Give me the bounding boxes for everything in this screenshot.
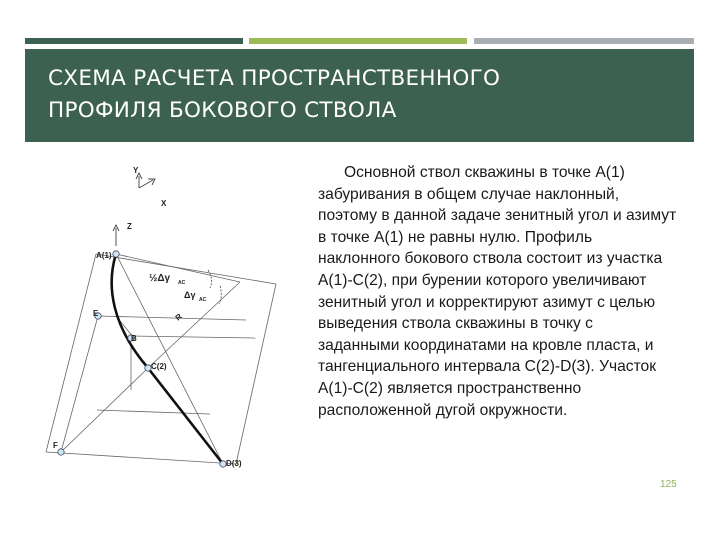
well-tangent-c-d bbox=[148, 368, 223, 464]
accent-bar-gray bbox=[474, 38, 694, 44]
label-point-a: A(1) bbox=[96, 251, 112, 260]
label-axis-x: X bbox=[161, 199, 167, 208]
line-b-horizontal bbox=[131, 336, 256, 338]
frame-line-top bbox=[96, 254, 276, 284]
label-delta-gamma: Δγ bbox=[184, 290, 196, 300]
label-point-b: B bbox=[131, 334, 137, 343]
frame-line-bottom bbox=[46, 452, 236, 464]
page-number: 125 bbox=[660, 479, 677, 490]
frame-line-right bbox=[236, 284, 276, 464]
label-point-d: D(3) bbox=[226, 459, 242, 468]
label-half-delta-gamma-sub: AC bbox=[178, 280, 186, 286]
line-a-radius bbox=[116, 254, 240, 282]
x-axis bbox=[139, 180, 153, 188]
label-point-f: F bbox=[53, 441, 58, 450]
title-band bbox=[25, 49, 694, 142]
body-text: Основной ствол скважины в точке А(1) забуривания в общем случае наклонный, поэтому в данной задаче зенитный угол и азимут в точке А(1) не равны нулю. Профиль наклонного бокового ствола состоит из участка А(1)-С(2), при бурении которого увеличивают зенитный угол и корректируют азимут с целью выведения ствола скважины в точку с заданными координатами на кровле пласта, и тангенциального интервала С(2)-D(3). Участок А(1)-С(2) является пространственно расположенной дугой окружности. bbox=[318, 164, 677, 419]
frame-line-left bbox=[46, 254, 96, 452]
label-delta-gamma-sub: AC bbox=[199, 297, 207, 303]
diagram-svg bbox=[40, 158, 305, 478]
label-half-delta-gamma: ½Δγ bbox=[149, 273, 171, 284]
point-f-marker bbox=[58, 449, 64, 455]
line-e-f bbox=[61, 316, 98, 452]
label-point-e: E bbox=[93, 309, 99, 318]
accent-bar-light-green bbox=[249, 38, 467, 44]
accent-bar-dark-green bbox=[25, 38, 243, 44]
line-a-d bbox=[116, 254, 223, 464]
well-arc-a-c bbox=[112, 254, 148, 368]
line-horizontal-lower bbox=[97, 410, 210, 414]
label-axis-y: Y bbox=[133, 166, 139, 175]
label-radius: R bbox=[173, 311, 184, 323]
well-profile-diagram bbox=[40, 158, 305, 478]
label-point-c: C(2) bbox=[151, 362, 167, 371]
line-e-horizontal bbox=[98, 316, 246, 320]
label-axis-z: Z bbox=[127, 222, 132, 231]
point-a-marker bbox=[113, 251, 119, 257]
slide-title: СХЕМА РАСЧЕТА ПРОСТРАНСТВЕННОГО ПРОФИЛЯ БОКОВОГО СТВОЛА bbox=[48, 66, 501, 123]
